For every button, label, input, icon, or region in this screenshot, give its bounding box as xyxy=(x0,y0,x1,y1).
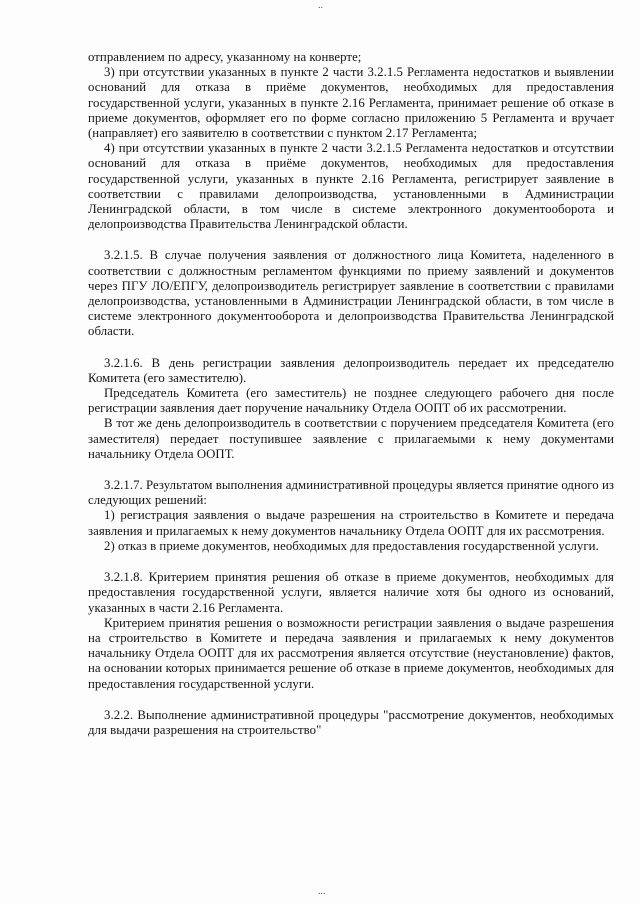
paragraph-decision-2: 2) отказ в приеме документов, необходимых для предоставления государственной услуги. xyxy=(104,538,599,553)
paragraph-decision-1: 1) регистрация заявления о выдаче разрешения на строительство в Комитете и передача заявления и прилагаемых к нему документов начальнику Отдела ООПТ для их рассмотрения. xyxy=(88,508,614,538)
paragraph-3-2-2: 3.2.2. Выполнение административной процедуры "рассмотрение документов, необходимых для выдачи разрешения на строительство" xyxy=(88,707,614,737)
paragraph-item-3: 3) при отсутствии указанных в пункте 2 части 3.2.1.5 Регламента недостатков и выявлении оснований для отказа в приёме документов, необходимых для предоставления государственной услуги, указанных в пункте 2.16 Регламента, принимает решение об отказе в приеме документов, оформляет его по форме согласно приложению 5 Регламента и вручает (направляет) его заявителю в соответствии с пунктом 2.17 Регламента; xyxy=(88,65,614,141)
paragraph-item-4: 4) при отсутствии указанных в пункте 2 части 3.2.1.5 Регламента недостатков и отсутствии оснований для отказа в приёме документов, необходимых для предоставления государственной услуги, указанных в пункте 2.16 Регламента, регистрирует заявление в соответствии с правилами делопроизводства, установленными в Администрации Ленинградской области, в том числе в системе электронного документооборота и делопроизводства Правительства Ленинградской области. xyxy=(88,141,614,232)
document-body xyxy=(88,50,614,738)
paragraph-3-2-1-8: 3.2.1.8. Критерием принятия решения об отказе в приеме документов, необходимых для предоставления государственной услуги, является наличие хотя бы одного из оснований, указанных в части 2.16 Регламента. xyxy=(88,570,614,615)
paragraph-same-day: В тот же день делопроизводитель в соответствии с поручением председателя Комитета (его заместителя) передает поступившее заявление с прилагаемыми к нему документами начальнику Отдела ООПТ. xyxy=(88,416,614,461)
paragraph-chairman-order: Председатель Комитета (его заместитель) не позднее следующего рабочего дня после регистрации заявления дает поручение начальнику Отдела ООПТ об их рассмотрении. xyxy=(88,386,614,416)
paragraph-criterion: Критерием принятия решения о возможности регистрации заявления о выдаче разрешения на строительство в Комитете и передача заявления и прилагаемых к нему документов начальнику Отдела ООПТ для их рассмотрения является отсутствие (неустановление) фактов, на основании которых принимается решение об отказе в приеме документов, необходимых для предоставления государственной услуги. xyxy=(88,615,614,691)
paragraph-3-2-1-7: 3.2.1.7. Результатом выполнения административной процедуры является принятие одного из следующих решений: xyxy=(88,478,614,508)
paragraph-3-2-1-6: 3.2.1.6. В день регистрации заявления делопроизводитель передает их председателю Комитета (его заместителю). xyxy=(88,355,614,385)
paragraph-continuation: отправлением по адресу, указанному на конверте; xyxy=(88,50,362,64)
page-bottom-mark: ... xyxy=(318,886,326,897)
page-top-mark: .. xyxy=(318,0,323,11)
paragraph-3-2-1-5: 3.2.1.5. В случае получения заявления от должностного лица Комитета, наделенного в соответствии с должностным регламентом функциями по приему заявлений и документов через ПГУ ЛО/ЕПГУ, делопроизводитель регистрирует заявление в соответствии с правилами делопроизводства, установленными в Администрации Ленинградской области, в том числе в системе электронного документооборота и делопроизводства Правительства Ленинградской области. xyxy=(88,248,614,339)
